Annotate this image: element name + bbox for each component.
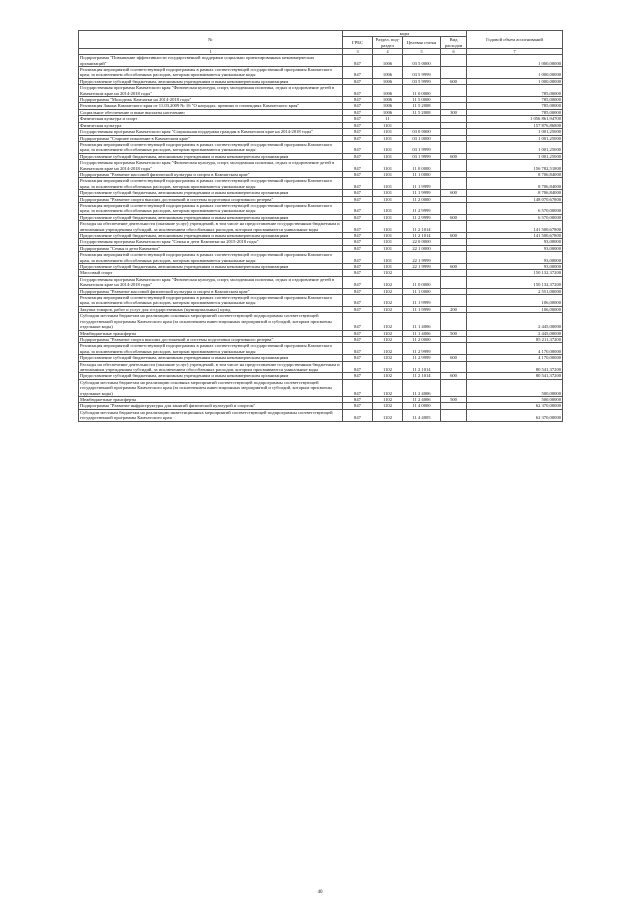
cell-expense-type: 500 bbox=[441, 396, 467, 402]
col-index: 6 bbox=[441, 49, 467, 55]
col-header-name: № bbox=[79, 31, 343, 49]
cell-amount: 93,00000 bbox=[467, 252, 563, 264]
col-header-grbs: ГРБС bbox=[343, 37, 373, 49]
cell-expense-type bbox=[441, 178, 467, 190]
cell-expense-type bbox=[441, 221, 467, 233]
cell-grbs: 847 bbox=[343, 97, 373, 103]
cell-razdel: 1102 bbox=[373, 343, 403, 355]
cell-razdel: 1101 bbox=[373, 178, 403, 190]
cell-target-article: 11 2 1014 bbox=[403, 373, 441, 379]
cell-amount: 500,00000 bbox=[467, 396, 563, 402]
cell-grbs: 847 bbox=[343, 276, 373, 288]
cell-target-article: 11 2 9999 bbox=[403, 202, 441, 214]
cell-amount: 8 706,84000 bbox=[467, 178, 563, 190]
cell-razdel: 1101 bbox=[373, 202, 403, 214]
col-index: 1 bbox=[79, 49, 343, 55]
cell-name: Государственная программа Камчатского края "Социальная поддержка граждан в Камчатском крае на 2014-2018 годы" bbox=[79, 129, 343, 135]
cell-grbs: 847 bbox=[343, 196, 373, 202]
cell-razdel: 1101 bbox=[373, 252, 403, 264]
table-row bbox=[79, 160, 563, 172]
cell-grbs: 847 bbox=[343, 330, 373, 336]
cell-expense-type: 600 bbox=[441, 264, 467, 270]
cell-razdel: 1102 bbox=[373, 409, 403, 421]
cell-grbs: 847 bbox=[343, 116, 373, 122]
cell-expense-type: 600 bbox=[441, 214, 467, 220]
col-header-amount: Годовой объем ассигнований bbox=[467, 31, 563, 49]
cell-razdel: 1101 bbox=[373, 221, 403, 233]
cell-grbs: 847 bbox=[343, 336, 373, 342]
cell-target-article: 11 2 0000 bbox=[403, 336, 441, 342]
cell-target-article: 22 0 0000 bbox=[403, 239, 441, 245]
cell-grbs: 847 bbox=[343, 343, 373, 355]
cell-name: Государственная программа Камчатского края "Физическая культура, спорт, молодежная политика, отдых и оздоровление детей в Камчатском крае на 2014-2018 годы" bbox=[79, 160, 343, 172]
col-index: 5 bbox=[403, 49, 441, 55]
cell-razdel: 1006 bbox=[373, 85, 403, 97]
cell-name: Подпрограмма "Развитие спорта высших достижений и системы подготовки спортивного резерва" bbox=[79, 336, 343, 342]
cell-expense-type bbox=[441, 55, 467, 67]
cell-razdel: 1102 bbox=[373, 373, 403, 379]
cell-amount: 106,00000 bbox=[467, 306, 563, 312]
col-header-vr: Вид расходов bbox=[441, 37, 467, 49]
cell-target-article: 11 1 0000 bbox=[403, 171, 441, 177]
cell-target-article: 11 5 0000 bbox=[403, 97, 441, 103]
cell-name: Подпрограмма "Семья и дети Камчатки" bbox=[79, 245, 343, 251]
cell-amount: 1 000,00000 bbox=[467, 55, 563, 67]
cell-name: Предоставление субсидий бюджетным, автономным учреждениям и иным некоммерческим организациям bbox=[79, 153, 343, 159]
cell-expense-type bbox=[441, 343, 467, 355]
cell-target-article: 11 1 0000 bbox=[403, 288, 441, 294]
cell-razdel: 1102 bbox=[373, 276, 403, 288]
cell-name: Реализация мероприятий соответствующей подпрограммы в рамках соответствующей государственной программы Камчатского края, за исключением обособленных расходов, которым присваиваются уникальные коды bbox=[79, 202, 343, 214]
cell-target-article: 11 2 4006 bbox=[403, 379, 441, 396]
cell-target-article: 11 1 9999 bbox=[403, 295, 441, 307]
cell-razdel: 1101 bbox=[373, 153, 403, 159]
cell-razdel: 1006 bbox=[373, 78, 403, 84]
cell-grbs: 847 bbox=[343, 202, 373, 214]
cell-name: Субсидии местным бюджетам на реализацию основных мероприятий соответствующей подпрограммы соответствующей государственной программы Камчатского края (за исключением инвестиционных мероприятий и субсидий, которым присвоены отдельные коды) bbox=[79, 379, 343, 396]
cell-amount: 2 551,00000 bbox=[467, 288, 563, 294]
cell-razdel: 1101 bbox=[373, 122, 403, 128]
cell-amount: 8 706,84000 bbox=[467, 171, 563, 177]
cell-amount: 6 570,00000 bbox=[467, 202, 563, 214]
cell-expense-type bbox=[441, 409, 467, 421]
cell-expense-type bbox=[441, 141, 467, 153]
cell-expense-type bbox=[441, 160, 467, 172]
cell-razdel: 1101 bbox=[373, 129, 403, 135]
cell-razdel: 1006 bbox=[373, 109, 403, 115]
cell-expense-type bbox=[441, 313, 467, 330]
cell-razdel: 1102 bbox=[373, 295, 403, 307]
cell-target-article: 11 4 4005 bbox=[403, 409, 441, 421]
cell-name: Социальное обеспечение и иные выплаты населению bbox=[79, 109, 343, 115]
cell-amount: 148 070,67800 bbox=[467, 196, 563, 202]
cell-razdel: 1101 bbox=[373, 171, 403, 177]
table-row bbox=[79, 361, 563, 373]
cell-razdel: 1101 bbox=[373, 239, 403, 245]
budget-sheet bbox=[78, 30, 562, 422]
cell-target-article: 11 0 0000 bbox=[403, 160, 441, 172]
cell-expense-type: 600 bbox=[441, 153, 467, 159]
cell-grbs: 847 bbox=[343, 355, 373, 361]
cell-razdel: 1102 bbox=[373, 355, 403, 361]
cell-name: Государственная программа Камчатского края "Семья и дети Камчатки на 2015-2018 годы" bbox=[79, 239, 343, 245]
cell-target-article: 11 2 1014 bbox=[403, 221, 441, 233]
cell-target-article: 11 1 9999 bbox=[403, 190, 441, 196]
cell-target-article: 11 1 9999 bbox=[403, 306, 441, 312]
table-body bbox=[79, 55, 563, 421]
cell-amount: 62 370,00000 bbox=[467, 403, 563, 409]
cell-target-article: 11 2 9999 bbox=[403, 355, 441, 361]
cell-grbs: 847 bbox=[343, 103, 373, 109]
cell-name: Массовый спорт bbox=[79, 270, 343, 276]
cell-razdel: 1102 bbox=[373, 306, 403, 312]
cell-target-article: 11 2 0000 bbox=[403, 196, 441, 202]
cell-name: Реализация мероприятий соответствующей подпрограммы в рамках соответствующей государственной программы Камчатского края, за исключением обособленных расходов, которым присваиваются уникальные коды bbox=[79, 343, 343, 355]
cell-amount: 1 000,00000 bbox=[467, 67, 563, 79]
cell-target-article: 03 5 9999 bbox=[403, 78, 441, 84]
cell-target-article: 22 1 0000 bbox=[403, 245, 441, 251]
cell-amount: 2 445,00000 bbox=[467, 313, 563, 330]
cell-name: Предоставление субсидий бюджетным, автономным учреждениям и иным некоммерческим организациям bbox=[79, 233, 343, 239]
cell-amount: 2 445,00000 bbox=[467, 330, 563, 336]
col-header-codes: коды bbox=[343, 31, 467, 37]
cell-amount: 157 876,86800 bbox=[467, 122, 563, 128]
cell-name: Реализация мероприятий соответствующей подпрограммы в рамках соответствующей государственной программы Камчатского края, за исключением обособленных расходов, которым присваиваются уникальные коды bbox=[79, 67, 343, 79]
cell-razdel: 1102 bbox=[373, 396, 403, 402]
cell-grbs: 847 bbox=[343, 409, 373, 421]
cell-name: Предоставление субсидий бюджетным, автономным учреждениям и иным некоммерческим организациям bbox=[79, 264, 343, 270]
cell-name: Предоставление субсидий бюджетным, автономным учреждениям и иным некоммерческим организациям bbox=[79, 214, 343, 220]
col-header-razdel: Раздел, под-раздел bbox=[373, 37, 403, 49]
cell-name: Подпрограмма "Повышение эффективности государственной поддержки социально ориентированных некоммерческих организаций" bbox=[79, 55, 343, 67]
cell-amount: 156 782,51800 bbox=[467, 160, 563, 172]
cell-target-article: 11 1 9999 bbox=[403, 178, 441, 190]
cell-grbs: 847 bbox=[343, 160, 373, 172]
table-row bbox=[79, 343, 563, 355]
cell-name: Реализация Закона Камчатского края от 11.03.2009 № 16 "О наградах, премиях и стипендиях Камчатского края" bbox=[79, 103, 343, 109]
cell-grbs: 847 bbox=[343, 122, 373, 128]
cell-grbs: 847 bbox=[343, 403, 373, 409]
table-row bbox=[79, 67, 563, 79]
cell-target-article: 22 1 9999 bbox=[403, 252, 441, 264]
cell-expense-type bbox=[441, 295, 467, 307]
cell-target-article: 11 1 4006 bbox=[403, 313, 441, 330]
cell-name: Реализация мероприятий соответствующей подпрограммы в рамках соответствующей государственной программы Камчатского края, за исключением обособленных расходов, которым присваиваются уникальные коды bbox=[79, 178, 343, 190]
cell-razdel: 1101 bbox=[373, 135, 403, 141]
table-row bbox=[79, 379, 563, 396]
cell-razdel: 1101 bbox=[373, 141, 403, 153]
cell-amount: 85 211,37200 bbox=[467, 336, 563, 342]
cell-grbs: 847 bbox=[343, 153, 373, 159]
cell-amount: 785,00000 bbox=[467, 85, 563, 97]
table-row bbox=[79, 141, 563, 153]
cell-razdel: 1101 bbox=[373, 264, 403, 270]
cell-name: Физическая культура bbox=[79, 122, 343, 128]
cell-grbs: 847 bbox=[343, 245, 373, 251]
cell-name: Межбюджетные трансферты bbox=[79, 396, 343, 402]
cell-grbs: 847 bbox=[343, 361, 373, 373]
cell-razdel: 1101 bbox=[373, 214, 403, 220]
cell-target-article: 03 5 9999 bbox=[403, 67, 441, 79]
cell-expense-type bbox=[441, 361, 467, 373]
budget-table bbox=[78, 30, 563, 422]
cell-amount: 500,00000 bbox=[467, 379, 563, 396]
table-row bbox=[79, 85, 563, 97]
page-number: 40 bbox=[317, 890, 323, 895]
cell-name: Субсидии местным бюджетам на реализацию основных мероприятий соответствующей подпрограммы соответствующей государственной программы Камчатского края (за исключением инвестиционных мероприятий и субсидий, которым присвоены отдельные коды) bbox=[79, 313, 343, 330]
cell-name: Межбюджетные трансферты bbox=[79, 330, 343, 336]
cell-grbs: 847 bbox=[343, 264, 373, 270]
cell-razdel: 1006 bbox=[373, 55, 403, 67]
cell-grbs: 847 bbox=[343, 67, 373, 79]
cell-target-article: 11 1 4006 bbox=[403, 330, 441, 336]
cell-target-article: 11 5 2008 bbox=[403, 103, 441, 109]
cell-grbs: 847 bbox=[343, 135, 373, 141]
cell-amount: 80 541,37200 bbox=[467, 373, 563, 379]
cell-grbs: 847 bbox=[343, 306, 373, 312]
cell-name: Подпрограмма "Развитие массовой физической культуры и спорта в Камчатском крае" bbox=[79, 171, 343, 177]
table-row bbox=[79, 313, 563, 330]
col-index: 7 bbox=[467, 49, 563, 55]
cell-amount: 4 170,00000 bbox=[467, 355, 563, 361]
cell-amount: 93,00000 bbox=[467, 245, 563, 251]
cell-razdel: 1102 bbox=[373, 336, 403, 342]
cell-name: Предоставление субсидий бюджетным, автономным учреждениям и иным некоммерческим организациям bbox=[79, 373, 343, 379]
cell-target-article: 22 1 9999 bbox=[403, 264, 441, 270]
cell-razdel: 1102 bbox=[373, 379, 403, 396]
cell-target-article: 11 2 9999 bbox=[403, 343, 441, 355]
cell-grbs: 847 bbox=[343, 252, 373, 264]
cell-name: Подпрограмма "Молодежь Камчатки на 2014-2018 годы" bbox=[79, 97, 343, 103]
cell-razdel: 1101 bbox=[373, 160, 403, 172]
cell-grbs: 847 bbox=[343, 190, 373, 196]
cell-target-article: 03 1 0000 bbox=[403, 135, 441, 141]
table-row bbox=[79, 221, 563, 233]
cell-name: Расходы на обеспечение деятельности (оказание услуг) учреждений, в том числе на предоставление государственным бюджетным и автономным учреждениям субсидий, за исключением обособленных расходов, которым присваиваются уникальные коды bbox=[79, 221, 343, 233]
cell-expense-type bbox=[441, 67, 467, 79]
table-row bbox=[79, 55, 563, 67]
cell-grbs: 847 bbox=[343, 55, 373, 67]
cell-target-article: 03 5 0000 bbox=[403, 55, 441, 67]
cell-grbs: 847 bbox=[343, 379, 373, 396]
cell-razdel: 1101 bbox=[373, 196, 403, 202]
cell-razdel: 1102 bbox=[373, 288, 403, 294]
table-row bbox=[79, 276, 563, 288]
cell-name: Государственная программа Камчатского края "Физическая культура, спорт, молодежная политика, отдых и оздоровление детей в Камчатском крае на 2014-2018 годы" bbox=[79, 85, 343, 97]
cell-amount: 1 001,25000 bbox=[467, 153, 563, 159]
cell-target-article: 11 2 9999 bbox=[403, 214, 441, 220]
cell-razdel: 1006 bbox=[373, 103, 403, 109]
col-index: 3 bbox=[343, 49, 373, 55]
cell-expense-type: 600 bbox=[441, 233, 467, 239]
cell-grbs: 847 bbox=[343, 78, 373, 84]
cell-grbs: 847 bbox=[343, 295, 373, 307]
cell-grbs: 847 bbox=[343, 233, 373, 239]
cell-target-article: 03 1 9999 bbox=[403, 153, 441, 159]
cell-expense-type: 600 bbox=[441, 78, 467, 84]
cell-expense-type: 600 bbox=[441, 355, 467, 361]
cell-razdel: 1102 bbox=[373, 313, 403, 330]
cell-razdel: 1102 bbox=[373, 330, 403, 336]
cell-expense-type: 600 bbox=[441, 190, 467, 196]
cell-amount: 1 001,25000 bbox=[467, 135, 563, 141]
cell-grbs: 847 bbox=[343, 85, 373, 97]
cell-name: Расходы на обеспечение деятельности (оказание услуг) учреждений, в том числе на предоставление государственным бюджетным и автономным учреждениям субсидий, за исключением обособленных расходов, которым присваиваются уникальные коды bbox=[79, 361, 343, 373]
cell-grbs: 847 bbox=[343, 141, 373, 153]
cell-razdel: 11 bbox=[373, 116, 403, 122]
cell-target-article: 11 0 0000 bbox=[403, 85, 441, 97]
cell-grbs: 847 bbox=[343, 221, 373, 233]
cell-expense-type bbox=[441, 85, 467, 97]
cell-grbs: 847 bbox=[343, 313, 373, 330]
cell-amount: 106,00000 bbox=[467, 295, 563, 307]
cell-name: Подпрограмма "Развитие массовой физической культуры и спорта в Камчатском крае" bbox=[79, 288, 343, 294]
cell-amount: 8 706,84000 bbox=[467, 190, 563, 196]
cell-target-article: 03 1 9999 bbox=[403, 141, 441, 153]
cell-grbs: 847 bbox=[343, 129, 373, 135]
cell-amount: 4 170,00000 bbox=[467, 343, 563, 355]
cell-name: Физическая культура и спорт bbox=[79, 116, 343, 122]
cell-razdel: 1102 bbox=[373, 270, 403, 276]
cell-grbs: 847 bbox=[343, 396, 373, 402]
cell-amount: 150 132,37200 bbox=[467, 270, 563, 276]
cell-name: Государственная программа Камчатского края "Физическая культура, спорт, молодежная политика, отдых и оздоровление детей в Камчатском крае на 2014-2018 годы" bbox=[79, 276, 343, 288]
cell-amount: 150 132,37200 bbox=[467, 276, 563, 288]
col-index: 4 bbox=[373, 49, 403, 55]
cell-target-article: 11 0 0000 bbox=[403, 276, 441, 288]
cell-amount: 141 500,67800 bbox=[467, 233, 563, 239]
cell-target-article: 11 2 1014 bbox=[403, 361, 441, 373]
table-row bbox=[79, 252, 563, 264]
cell-target-article: 11 2 4006 bbox=[403, 396, 441, 402]
cell-name: Закупка товаров, работ и услуг для государственных (муниципальных) нужд bbox=[79, 306, 343, 312]
cell-razdel: 1102 bbox=[373, 403, 403, 409]
cell-amount: 785,00000 bbox=[467, 97, 563, 103]
table-row bbox=[79, 295, 563, 307]
cell-target-article: 11 5 2008 bbox=[403, 109, 441, 115]
cell-expense-type bbox=[441, 276, 467, 288]
cell-expense-type bbox=[441, 379, 467, 396]
cell-grbs: 847 bbox=[343, 171, 373, 177]
cell-amount: 62 370,00000 bbox=[467, 409, 563, 421]
cell-razdel: 1006 bbox=[373, 97, 403, 103]
cell-expense-type: 300 bbox=[441, 109, 467, 115]
cell-grbs: 847 bbox=[343, 373, 373, 379]
cell-amount: 93,00000 bbox=[467, 264, 563, 270]
cell-grbs: 847 bbox=[343, 178, 373, 190]
cell-name: Реализация мероприятий соответствующей подпрограммы в рамках соответствующей государственной программы Камчатского края, за исключением обособленных расходов, которым присваиваются уникальные коды bbox=[79, 141, 343, 153]
cell-razdel: 1006 bbox=[373, 67, 403, 79]
cell-grbs: 847 bbox=[343, 288, 373, 294]
cell-name: Подпрограмма "Развитие инфраструктуры для занятий физической культурой и спортом" bbox=[79, 403, 343, 409]
cell-target-article: 11 4 0000 bbox=[403, 403, 441, 409]
cell-razdel: 1101 bbox=[373, 190, 403, 196]
cell-grbs: 847 bbox=[343, 239, 373, 245]
cell-amount: 1 001,25000 bbox=[467, 129, 563, 135]
table-row bbox=[79, 409, 563, 421]
cell-amount: 785,00000 bbox=[467, 109, 563, 115]
cell-name: Реализация мероприятий соответствующей подпрограммы в рамках соответствующей государственной программы Камчатского края, за исключением обособленных расходов, которым присваиваются уникальные коды bbox=[79, 252, 343, 264]
cell-razdel: 1101 bbox=[373, 245, 403, 251]
cell-razdel: 1101 bbox=[373, 233, 403, 239]
cell-name: Реализация мероприятий соответствующей подпрограммы в рамках соответствующей государственной программы Камчатского края, за исключением обособленных расходов, которым присваиваются уникальные коды bbox=[79, 295, 343, 307]
cell-expense-type bbox=[441, 202, 467, 214]
table-row bbox=[79, 178, 563, 190]
cell-expense-type: 500 bbox=[441, 330, 467, 336]
cell-name: Предоставление субсидий бюджетным, автономным учреждениям и иным некоммерческим организациям bbox=[79, 78, 343, 84]
cell-amount: 1 000,00000 bbox=[467, 78, 563, 84]
cell-grbs: 847 bbox=[343, 214, 373, 220]
cell-name: Субсидии местным бюджетам на реализацию инвестиционных мероприятий соответствующей подпрограммы соответствующей государственной программы Камчатского края bbox=[79, 409, 343, 421]
cell-amount: 6 570,00000 bbox=[467, 214, 563, 220]
cell-name: Предоставление субсидий бюджетным, автономным учреждениям и иным некоммерческим организациям bbox=[79, 355, 343, 361]
cell-amount: 1 001,25000 bbox=[467, 141, 563, 153]
cell-amount: 93,00000 bbox=[467, 239, 563, 245]
cell-razdel: 1102 bbox=[373, 361, 403, 373]
cell-grbs: 847 bbox=[343, 109, 373, 115]
cell-amount: 141 500,67800 bbox=[467, 221, 563, 233]
cell-amount: 80 541,37200 bbox=[467, 361, 563, 373]
cell-expense-type: 200 bbox=[441, 306, 467, 312]
cell-target-article: 03 0 0000 bbox=[403, 129, 441, 135]
col-header-cs: Целевая статья bbox=[403, 37, 441, 49]
cell-amount: 785,00000 bbox=[467, 103, 563, 109]
cell-name: Подпрограмма "Старшее поколение в Камчатском крае" bbox=[79, 135, 343, 141]
cell-name: Подпрограмма "Развитие спорта высших достижений и системы подготовки спортивного резерва" bbox=[79, 196, 343, 202]
cell-name: Предоставление субсидий бюджетным, автономным учреждениям и иным некоммерческим организациям bbox=[79, 190, 343, 196]
cell-target-article: 11 2 1014 bbox=[403, 233, 441, 239]
table-row bbox=[79, 202, 563, 214]
cell-expense-type bbox=[441, 252, 467, 264]
cell-amount: 1 056 861,94700 bbox=[467, 116, 563, 122]
cell-expense-type: 600 bbox=[441, 373, 467, 379]
cell-grbs: 847 bbox=[343, 270, 373, 276]
